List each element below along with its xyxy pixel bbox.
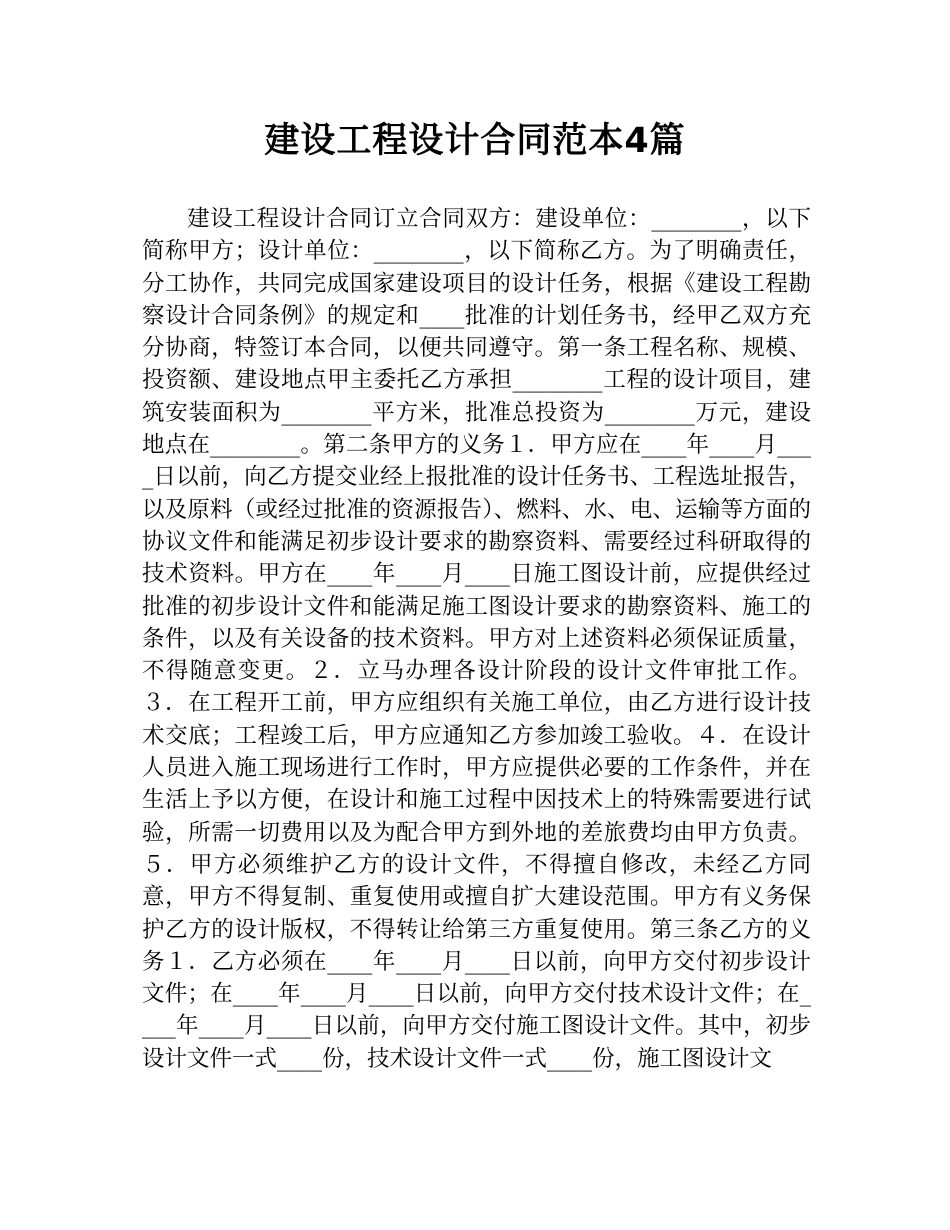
document-body-paragraph: 建设工程设计合同订立合同双方：建设单位：________，以下简称甲方；设计单位：________，以下简称乙方。为了明确责任，分工协作，共同完成国家建设项目的设计任务，根据《建设工程勘察设计合同条例》的规定和____批准的计划任务书，经甲乙双方充分协商，特签订本合同，以便共同遵守。第一条工程名称、规模、投资额、建设地点甲主委托乙方承担________工程的设计项目，建筑安装面积为________平方米，批准总投资为________万元，建设地点在________。第二条甲方的义务１．甲方应在____年____月____日以前，向乙方提交业经上报批准的设计任务书、工程选址报告，以及原料（或经过批准的资源报告）、燃料、水、电、运输等方面的协议文件和能满足初步设计要求的勘察资料、需要经过科研取得的技术资料。甲方在____年____月____日施工图设计前，应提供经过批准的初步设计文件和能满足施工图设计要求的勘察资料、施工的条件，以及有关设备的技术资料。甲方对上述资料必须保证质量，不得随意变更。２．立马办理各设计阶段的设计文件审批工作。３．在工程开工前，甲方应组织有关施工单位，由乙方进行设计技术交底；工程竣工后，甲方应通知乙方参加竣工验收。４．在设计人员进入施工现场进行工作时，甲方应提供必要的工作条件，并在生活上予以方便，在设计和施工过程中因技术上的特殊需要进行试验，所需一切费用以及为配合甲方到外地的差旅费均由甲方负责。５．甲方必须维护乙方的设计文件，不得擅自修改，未经乙方同意，甲方不得复制、重复使用或擅自扩大建设范围。甲方有义务保护乙方的设计版权，不得转让给第三方重复使用。第三条乙方的义务１．乙方必须在____年____月____日以前，向甲方交付初步设计文件；在____年____月____日以前，向甲方交付技术设计文件；在____年____月____日以前，向甲方交付施工图设计文件。其中，初步设计文件一式____份，技术设计文件一式____份，施工图设计文 — [142, 206, 811, 1072]
document-title: 建设工程设计合同范本4篇 — [264, 121, 686, 161]
